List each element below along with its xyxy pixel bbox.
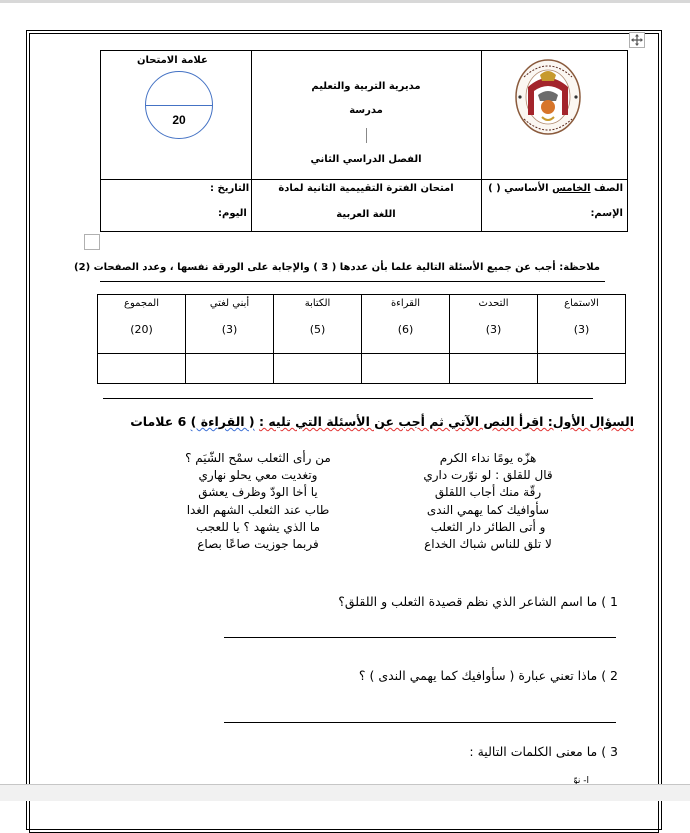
poem-line: طاب عند الثعلب الشهم الغدا [186,502,330,517]
marks-cell-total: المجموع (20) [98,295,186,354]
poem-line: سأوافيك كما يهمي الندى [426,502,550,517]
paragraph-anchor-box [84,234,100,250]
score-entry-listening[interactable] [538,354,626,384]
marks-distribution-table [97,294,626,384]
instructions-note: ملاحظة: أجب عن جميع الأسئلة التالية علما بأن عددها ( 3 ) والإجابة على الورقة نفسها ، وعدد الصفحات (2) [74,262,600,273]
grade-line: الصف الخامس الأساسي ( ) [488,183,623,194]
marks-cell-reading: القراءة (6) [362,295,450,354]
ministry-emblem-icon [514,57,582,137]
student-name-label: الإسم: [590,208,623,219]
day-label: اليوم: [218,208,247,219]
section-separator [103,398,593,399]
poem-line: هزّه يومًا نداء الكرم [439,451,537,465]
school-label: مدرسة [349,105,383,116]
exam-mark-label: علامة الامتحان [137,55,208,66]
note-underline [100,281,605,282]
move-icon [631,34,643,46]
poem-line: رقّة منك أجاب اللقلق [434,485,542,500]
text-cursor [366,128,367,143]
poem-right-column [398,450,578,553]
poem-line: لا تلق للناس شباك الخداع [424,537,552,552]
exam-header-table [100,50,628,232]
exam-mark-circle [145,71,213,139]
poem-line: وتغديت معي يحلو نهاري [198,468,318,483]
marks-cell-writing: الكتابة (5) [274,295,362,354]
subject-name: اللغة العربية [336,209,396,220]
poem-line: قال للقلق : لو نوّرت داري [423,468,553,483]
divider [101,179,627,180]
semester-label: الفصل الدراسي الثاني [310,154,422,165]
directorate-title: مديرية التربية والتعليم [311,81,421,92]
grade-name: الخامس [552,183,591,194]
divider [251,51,252,231]
marks-cell-listening: الاستماع (3) [538,295,626,354]
score-entry-speaking[interactable] [450,354,538,384]
exam-mark-total: 20 [172,113,186,127]
score-entry-total[interactable] [98,354,186,384]
score-entry-reading[interactable] [362,354,450,384]
poem-line: من رأى الثعلب سمْح الشّيَم ؟ [185,451,331,465]
score-entry-language[interactable] [186,354,274,384]
window-top-edge [0,0,690,3]
score-entry-writing[interactable] [274,354,362,384]
poem-line: يا أخا الودّ وظرف يعشق [198,485,318,500]
poem-line: فربما جوزيت صاعًا بصاع [197,537,319,552]
answer-line-2[interactable] [224,722,616,723]
marks-cell-language: أبني لغتي (3) [186,295,274,354]
question-1-2: 2 ) ماذا تعني عبارة ( سأوافيك كما يهمي الندى ) ؟ [358,668,618,683]
question-1-1: 1 ) ما اسم الشاعر الذي نظم قصيدة الثعلب و اللقلق؟ [338,594,618,609]
table-move-handle[interactable] [629,32,645,48]
date-label: التاريخ : [210,183,250,194]
exam-title: امتحان الفترة التقييمية الثانية لمادة [278,183,454,194]
answer-line-1[interactable] [224,637,616,638]
status-bar [0,784,690,801]
marks-cell-speaking: التحدث (3) [450,295,538,354]
divider [481,51,482,231]
poem-left-column [168,450,348,553]
poem-line: و أتى الطائر دار الثعلب [430,519,546,534]
question-1-title: السؤال الأول: اقرأ النص الآتي ثم أجب عن الأسئلة التي تليه : ( القراءة ) 6 علامات [130,414,634,429]
poem-line: ما الذي يشهد ؟ يا للعجب [195,519,321,534]
question-1-3: 3 ) ما معنى الكلمات التالية : [469,744,618,759]
vocab-item-partial: أ- نوّ [573,776,589,784]
